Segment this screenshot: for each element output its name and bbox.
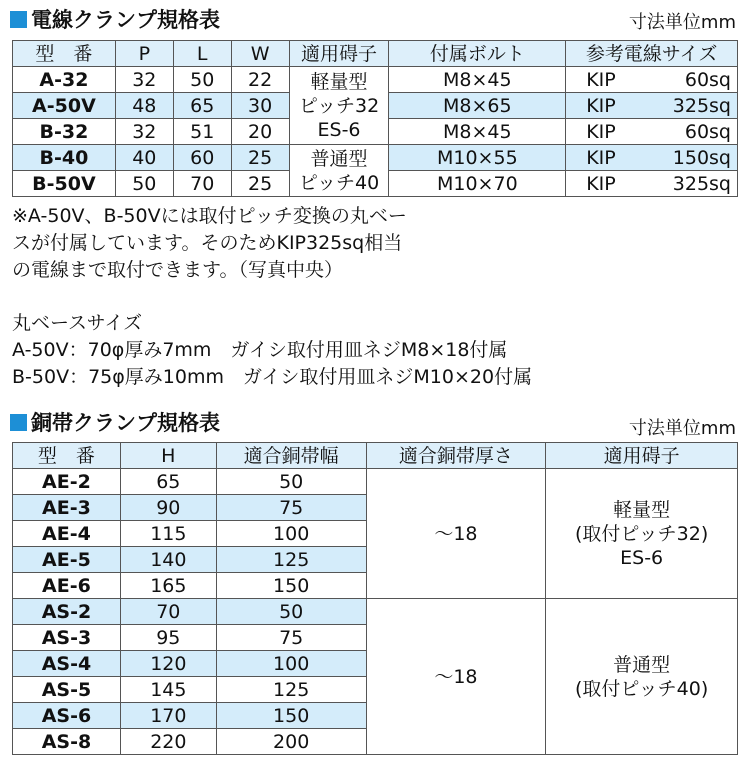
l-cell: 65 — [173, 93, 231, 119]
h-cell: 145 — [120, 677, 216, 703]
base-size-line: B-50V：75φ厚み10mm ガイシ取付用皿ネジM10×20付属 — [12, 366, 533, 388]
model-cell: AE-6 — [13, 573, 121, 599]
model-cell: AS-4 — [13, 651, 121, 677]
model-cell: AE-4 — [13, 521, 121, 547]
bolt-cell: M10×55 — [389, 145, 566, 171]
header-w: W — [231, 41, 289, 67]
width-cell: 125 — [216, 547, 366, 573]
copper-band-clamp-table — [12, 442, 738, 755]
table-row — [13, 469, 738, 495]
header-band-width: 適合銅帯幅 — [216, 443, 366, 469]
table-row — [13, 67, 738, 93]
thickness-cell: ～18 — [366, 469, 546, 599]
insulator-cell: 普通型 ピッチ40 — [289, 145, 389, 197]
table-row — [13, 145, 738, 171]
model-cell: AS-6 — [13, 703, 121, 729]
table-header-row — [13, 41, 738, 67]
width-cell: 150 — [216, 573, 366, 599]
header-l: L — [173, 41, 231, 67]
table-header-row — [13, 443, 738, 469]
h-cell: 115 — [120, 521, 216, 547]
l-cell: 51 — [173, 119, 231, 145]
width-cell: 50 — [216, 469, 366, 495]
section1-unit: 寸法単位mm — [628, 12, 736, 33]
base-size-title: 丸ベースサイズ — [12, 312, 143, 334]
model-cell: AS-3 — [13, 625, 121, 651]
header-insulator: 適用碍子 — [546, 443, 738, 469]
section1-title: 電線クランプ規格表 — [10, 7, 220, 33]
width-cell: 75 — [216, 625, 366, 651]
header-insulator: 適用碍子 — [289, 41, 389, 67]
h-cell: 90 — [120, 495, 216, 521]
w-cell: 30 — [231, 93, 289, 119]
wire-size-cell: KIP 325sq — [566, 171, 738, 197]
p-cell: 32 — [115, 119, 173, 145]
width-cell: 75 — [216, 495, 366, 521]
model-cell: B-50V — [13, 171, 116, 197]
width-cell: 50 — [216, 599, 366, 625]
l-cell: 50 — [173, 67, 231, 93]
insulator-cell: 普通型 (取付ピッチ40) — [546, 599, 738, 755]
model-cell: AE-5 — [13, 547, 121, 573]
note-text: ※A-50V、B-50Vには取付ピッチ変換の丸ベー スが付属しています。そのためKIP325sq相当 の電線まで取付できます。（写真中央） — [12, 205, 407, 281]
header-h: H — [120, 443, 216, 469]
p-cell: 50 — [115, 171, 173, 197]
p-cell: 40 — [115, 145, 173, 171]
width-cell: 100 — [216, 521, 366, 547]
h-cell: 120 — [120, 651, 216, 677]
model-cell: AE-3 — [13, 495, 121, 521]
model-cell: AS-2 — [13, 599, 121, 625]
p-cell: 32 — [115, 67, 173, 93]
h-cell: 140 — [120, 547, 216, 573]
h-cell: 220 — [120, 729, 216, 755]
title-square-icon — [10, 11, 27, 28]
h-cell: 170 — [120, 703, 216, 729]
header-model: 型 番 — [13, 443, 121, 469]
title-square-icon — [10, 414, 27, 431]
width-cell: 100 — [216, 651, 366, 677]
model-cell: AE-2 — [13, 469, 121, 495]
bolt-cell: M8×65 — [389, 93, 566, 119]
wire-clamp-table — [12, 40, 738, 197]
table-row — [13, 599, 738, 625]
thickness-cell: ～18 — [366, 599, 546, 755]
width-cell: 125 — [216, 677, 366, 703]
bolt-cell: M8×45 — [389, 119, 566, 145]
bolt-cell: M8×45 — [389, 67, 566, 93]
h-cell: 70 — [120, 599, 216, 625]
wire-size-cell: KIP 150sq — [566, 145, 738, 171]
insulator-cell: 軽量型 ピッチ32 ES-6 — [289, 67, 389, 145]
p-cell: 48 — [115, 93, 173, 119]
header-model: 型 番 — [13, 41, 116, 67]
header-p: P — [115, 41, 173, 67]
model-cell: A-50V — [13, 93, 116, 119]
base-size-line: A-50V：70φ厚み7mm ガイシ取付用皿ネジM8×18付属 — [12, 339, 508, 361]
model-cell: B-40 — [13, 145, 116, 171]
h-cell: 65 — [120, 469, 216, 495]
w-cell: 20 — [231, 119, 289, 145]
bolt-cell: M10×70 — [389, 171, 566, 197]
insulator-cell: 軽量型 (取付ピッチ32) ES-6 — [546, 469, 738, 599]
header-band-thickness: 適合銅帯厚さ — [366, 443, 546, 469]
model-cell: AS-8 — [13, 729, 121, 755]
w-cell: 22 — [231, 67, 289, 93]
width-cell: 200 — [216, 729, 366, 755]
model-cell: B-32 — [13, 119, 116, 145]
wire-size-cell: KIP 325sq — [566, 93, 738, 119]
h-cell: 95 — [120, 625, 216, 651]
w-cell: 25 — [231, 145, 289, 171]
l-cell: 70 — [173, 171, 231, 197]
width-cell: 150 — [216, 703, 366, 729]
l-cell: 60 — [173, 145, 231, 171]
model-cell: AS-5 — [13, 677, 121, 703]
model-cell: A-32 — [13, 67, 116, 93]
header-wire-size: 参考電線サイズ — [566, 41, 738, 67]
h-cell: 165 — [120, 573, 216, 599]
wire-size-cell: KIP 60sq — [566, 119, 738, 145]
section2-title: 銅帯クランプ規格表 — [10, 410, 220, 436]
base-size-block — [12, 310, 532, 391]
w-cell: 25 — [231, 171, 289, 197]
section2-unit: 寸法単位mm — [628, 418, 736, 439]
wire-size-cell: KIP 60sq — [566, 67, 738, 93]
header-bolt: 付属ボルト — [389, 41, 566, 67]
